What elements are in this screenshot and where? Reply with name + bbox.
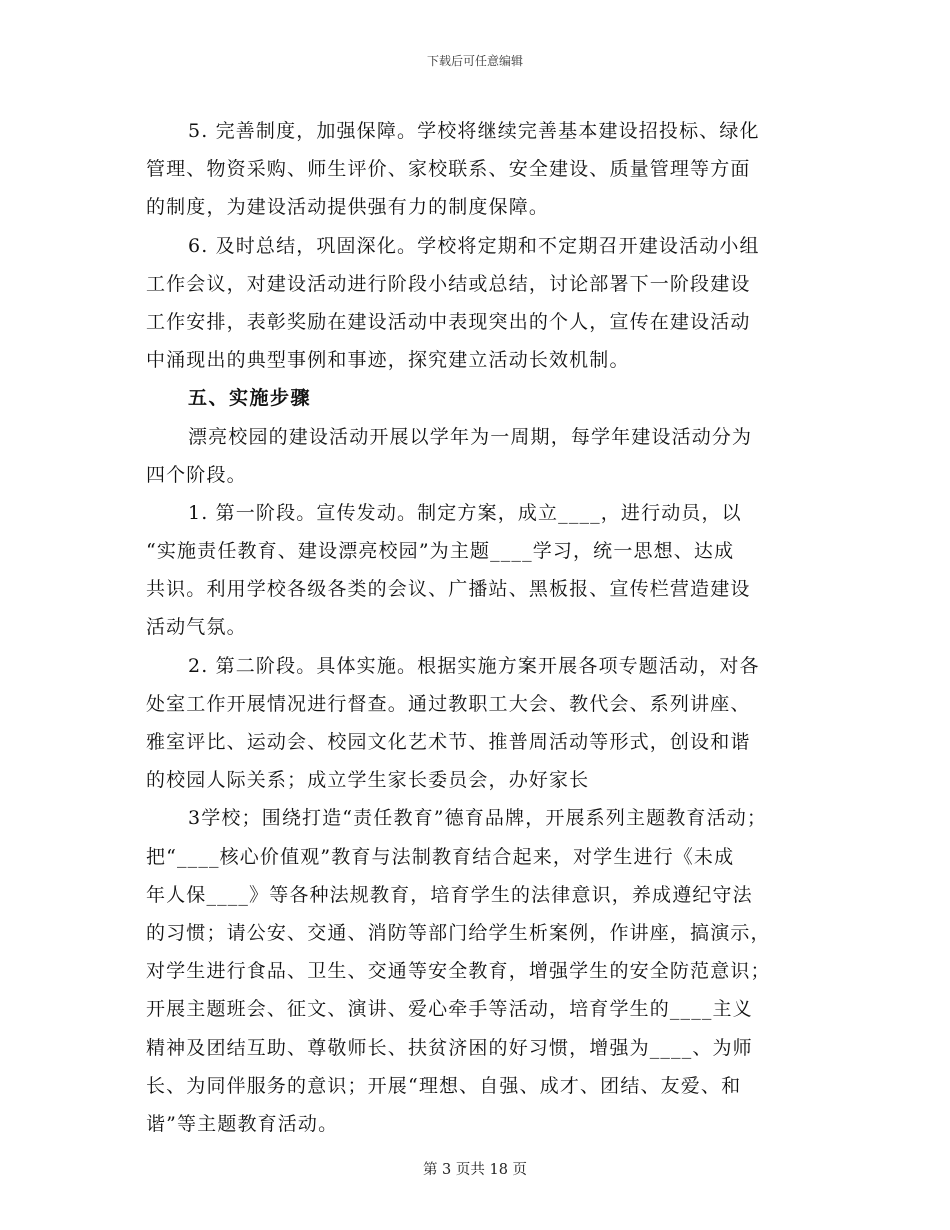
- paragraph-line: 2. 第二阶段。具体实施。根据实施方案开展各项专题活动，对各: [188, 654, 760, 677]
- paragraph-line: 工作会议，对建设活动进行阶段小结或总结，讨论部署下一阶段建设: [146, 272, 751, 295]
- page-header: 下载后可任意编辑: [426, 54, 523, 68]
- paragraph-line: 活动气氛。: [146, 616, 247, 639]
- paragraph-line: 管理、物资采购、师生评价、家校联系、安全建设、质量管理等方面: [146, 158, 751, 181]
- paragraph-line: 谐”等主题教育活动。: [146, 1112, 339, 1135]
- paragraph-line: 对学生进行食品、卫生、交通等安全教育，增强学生的安全防范意识；: [146, 960, 771, 983]
- paragraph-line: 6. 及时总结，巩固深化。学校将定期和不定期召开建设活动小组: [188, 234, 760, 257]
- paragraph-line: 的校园人际关系；成立学生家长委员会，办好家长: [146, 769, 590, 792]
- paragraph-line: 1. 第一阶段。宣传发动。制定方案，成立____，进行动员，以: [188, 501, 742, 524]
- section-heading: 五、实施步骤: [188, 387, 312, 410]
- paragraph-line: 3学校；围绕打造“责任教育”德育品牌，开展系列主题教育活动；: [188, 807, 768, 830]
- paragraph-line: 把“____核心价值观”教育与法制教育结合起来，对学生进行《未成: [146, 845, 735, 868]
- paragraph-line: 开展主题班会、征文、演讲、爱心牵手等活动，培育学生的____主义: [146, 998, 753, 1021]
- paragraph-line: 的制度，为建设活动提供强有力的制度保障。: [146, 196, 550, 219]
- page-number: 第 3 页共 18 页: [422, 1162, 528, 1178]
- paragraph-line: 年人保____》等各种法规教育，培育学生的法律意识，养成遵纪守法: [146, 883, 753, 906]
- paragraph-line: “实施责任教育、建设漂亮校园”为主题____学习，统一思想、达成: [146, 540, 735, 563]
- paragraph-line: 处室工作开展情况进行督查。通过教职工大会、教代会、系列讲座、: [146, 692, 751, 715]
- paragraph-line: 中涌现出的典型事例和事迹，探究建立活动长效机制。: [146, 349, 630, 372]
- paragraph-line: 长、为同伴服务的意识；开展“理想、自强、成才、团结、友爱、和: [146, 1074, 742, 1097]
- paragraph-line: 雅室评比、运动会、校园文化艺术节、推普周活动等形式，创设和谐: [146, 731, 751, 753]
- paragraph-line: 精神及团结互助、尊敬师长、扶贫济困的好习惯，增强为____、为师: [146, 1036, 753, 1059]
- paragraph-line: 工作安排，表彰奖励在建设活动中表现突出的个人，宣传在建设活动: [146, 310, 751, 333]
- paragraph-line: 共识。利用学校各级各类的会议、广播站、黑板报、宣传栏营造建设: [146, 578, 751, 601]
- paragraph-line: 漂亮校园的建设活动开展以学年为一周期，每学年建设活动分为: [188, 425, 753, 448]
- paragraph-line: 的习惯；请公安、交通、消防等部门给学生析案例，作讲座，搞演示，: [146, 921, 771, 944]
- paragraph-line: 5. 完善制度，加强保障。学校将继续完善基本建设招投标、绿化: [188, 120, 760, 142]
- paragraph-line: 四个阶段。: [146, 463, 247, 486]
- document-body: [146, 112, 810, 1143]
